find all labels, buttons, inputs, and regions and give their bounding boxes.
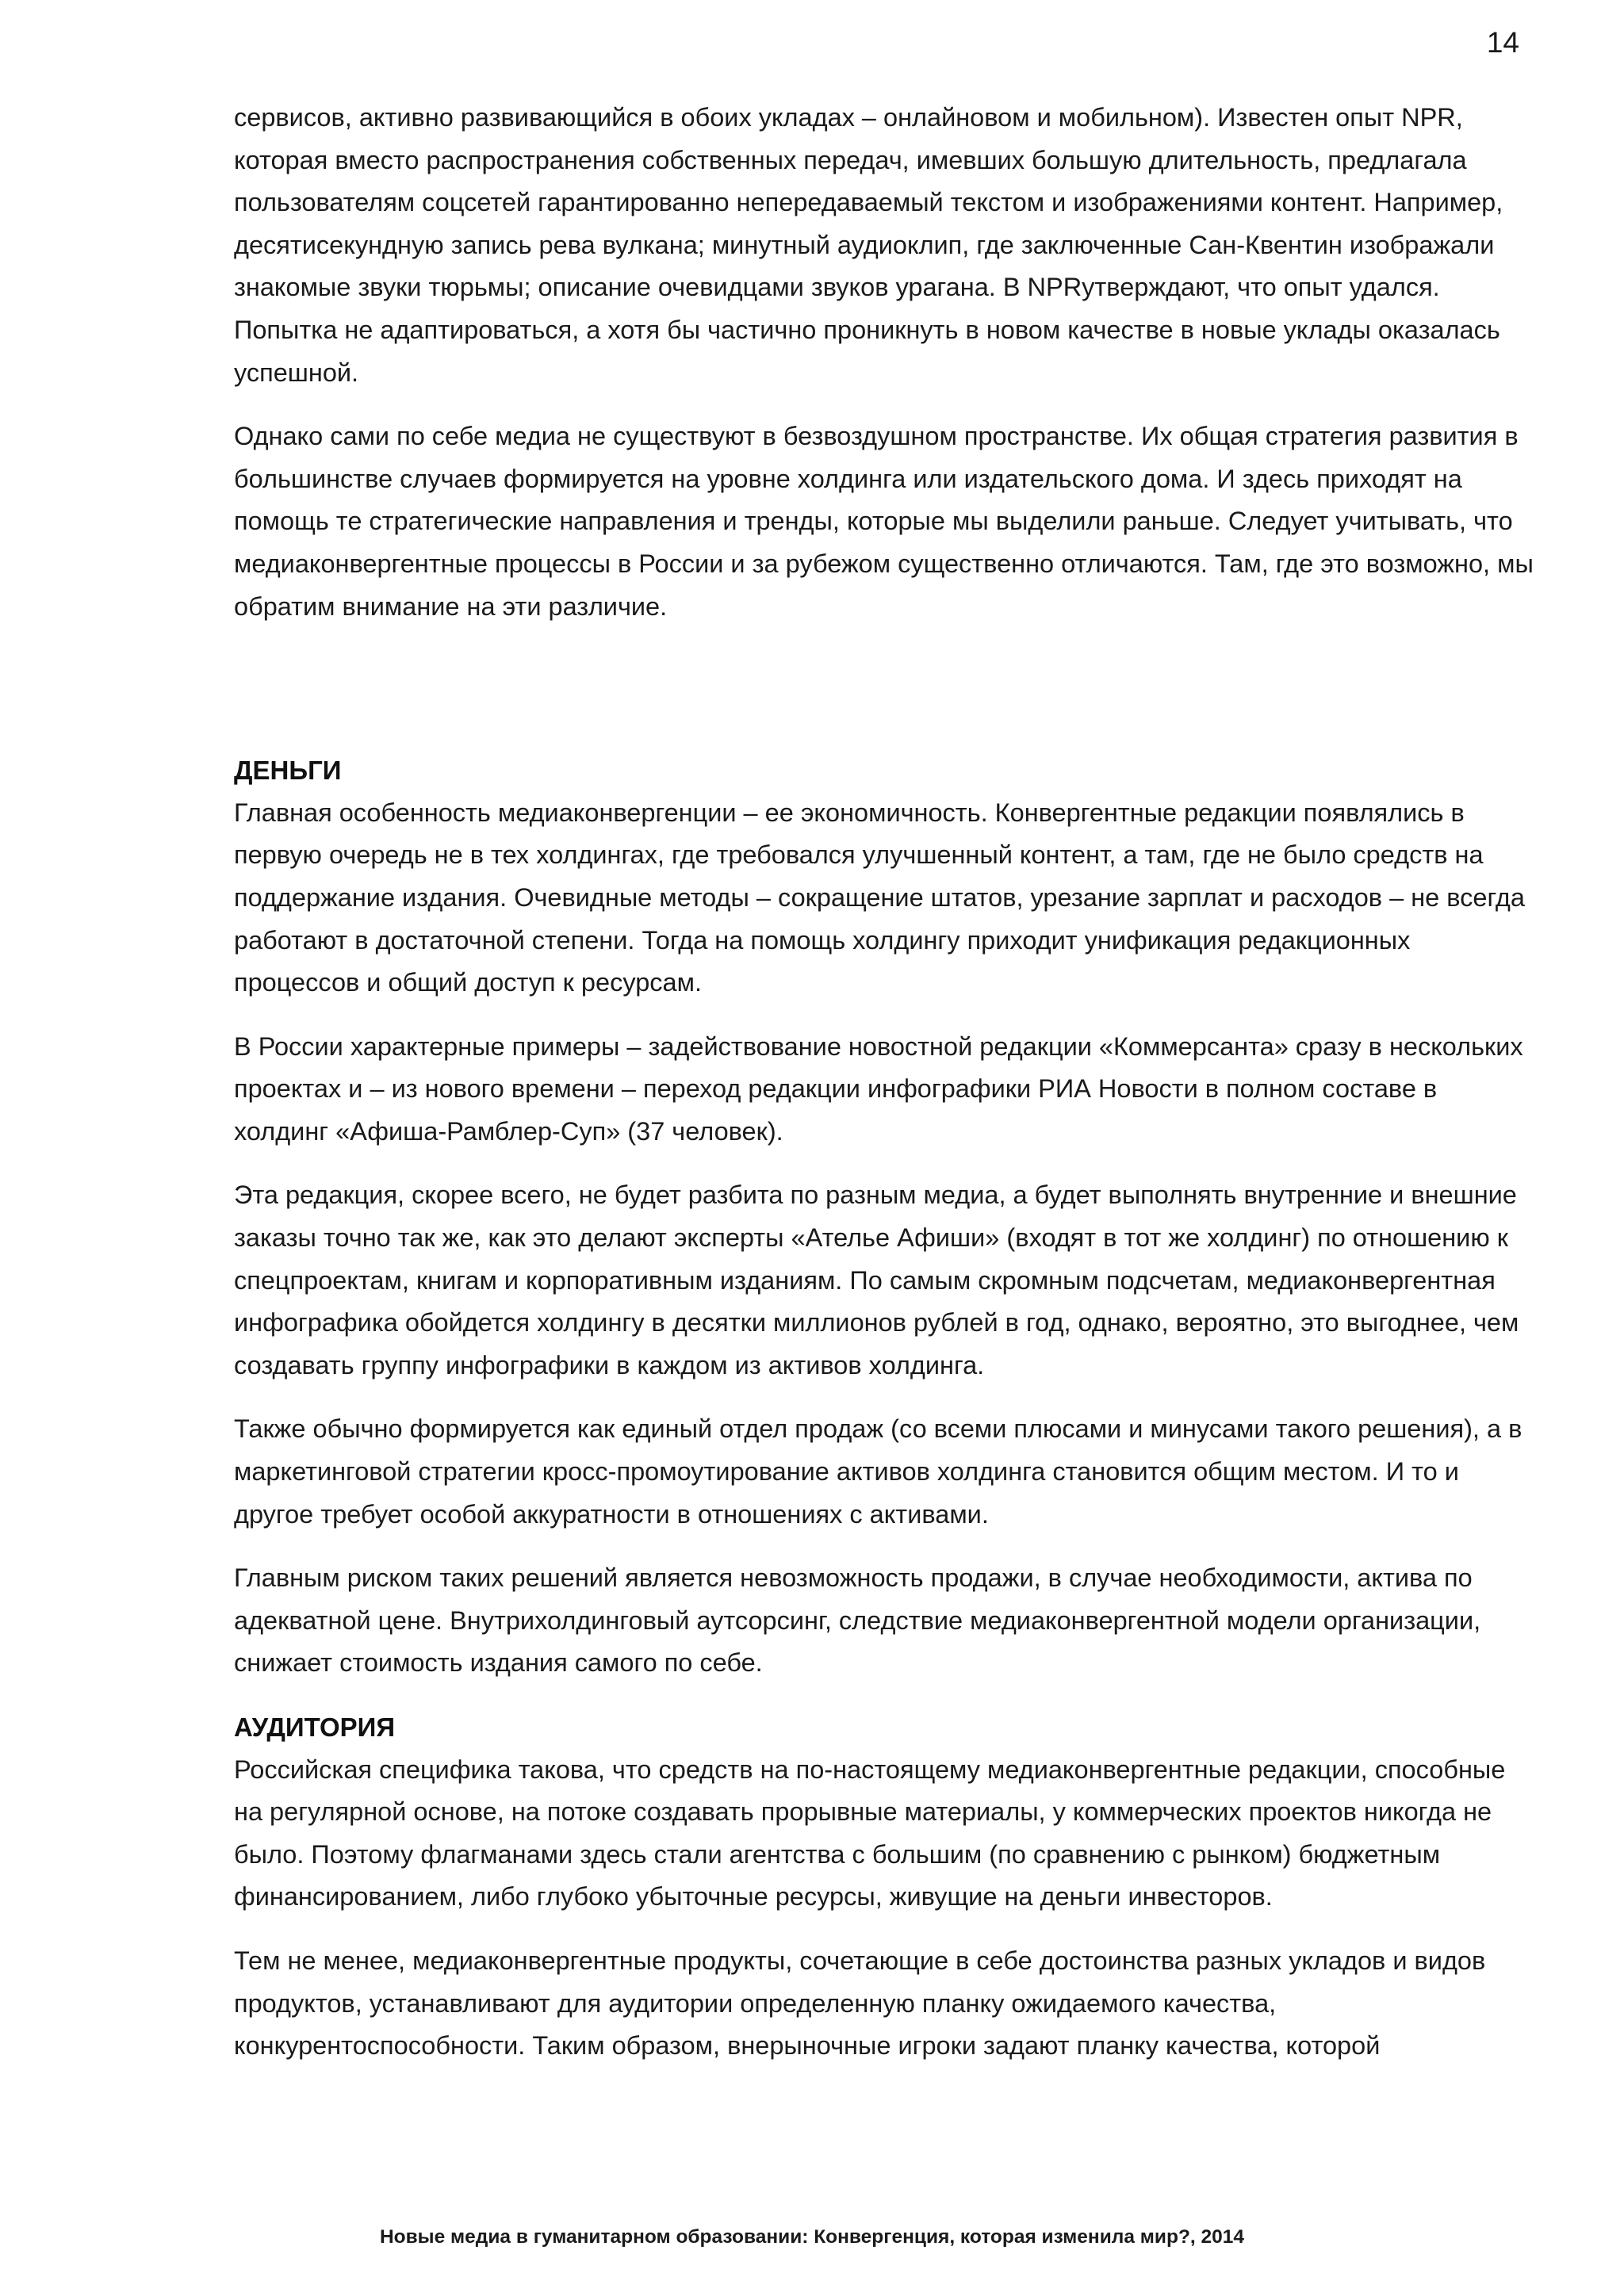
section-spacer	[234, 649, 1534, 749]
body-paragraph: Однако сами по себе медиа не существуют в безвоздушном пространстве. Их общая стратегия развития в большинстве случаев формируется на уровне холдинга или издательского дома. И здесь приходят на помощь те стратегические направления и тренды, которые мы выделили раньше. Следует учитывать, что медиаконвергентные процессы в России и за рубежом существенно отличаются. Там, где это возможно, мы обратим внимание на эти различие.	[234, 422, 1534, 621]
page-number: 14	[1486, 26, 1519, 59]
section-heading-audience: АУДИТОРИЯ	[234, 1712, 396, 1742]
body-paragraph: В России характерные примеры – задействование новостной редакции «Коммерсанта» сразу в нескольких проектах и – из нового времени – переход редакции инфографики РИА Новости в полном составе в холдинг «Афиша-Рамблер-Суп» (37 человек).	[234, 1031, 1523, 1146]
page-body	[234, 97, 1534, 2089]
body-paragraph: Главным риском таких решений является невозможность продажи, в случае необходимости, актива по адекватной цене. Внутрихолдинговый аутсорсинг, следствие медиаконвергентной модели организации, снижает стоимость издания самого по себе.	[234, 1563, 1481, 1678]
body-paragraph: Главная особенность медиаконвергенции – ее экономичность. Конвергентные редакции появлялись в первую очередь не в тех холдингах, где требовался улучшенный контент, а там, где не было средств на поддержание издания. Очевидные методы – сокращение штатов, урезание зарплат и расходов – не всегда работают в достаточной степени. Тогда на помощь холдингу приходит унификация редакционных процессов и общий доступ к ресурсам.	[234, 798, 1525, 997]
section-heading-money: ДЕНЬГИ	[234, 756, 342, 786]
body-paragraph: Тем не менее, медиаконвергентные продукты, сочетающие в себе достоинства разных укладов и видов продуктов, устанавливают для аудитории определенную планку ожидаемого качества, конкурентоспособности. Таким образом, внерыночные игроки задают планку качества, которой	[234, 1946, 1486, 2061]
body-paragraph: сервисов, активно развивающийся в обоих укладах – онлайновом и мобильном). Известен опыт NPR, которая вместо распространения собственных передач, имевших большую длительность, предлагала пользователям соцсетей гарантированно непередаваемый текстом и изображениями контент. Например, десятисекундную запись рева вулкана; минутный аудиоклип, где заключенные Сан-Квентин изображали знакомые звуки тюрьмы; описание очевидцами звуков урагана. В NPRутверждают, что опыт удался. Попытка не адаптироваться, а хотя бы частично проникнуть в новом качестве в новые уклады оказалась успешной.	[234, 103, 1503, 387]
page-footer: Новые медиа в гуманитарном образовании: Конвергенция, которая изменила мир?, 2014	[379, 2226, 1245, 2248]
body-paragraph: Эта редакция, скорее всего, не будет разбита по разным медиа, а будет выполнять внутренние и внешние заказы точно так же, как это делают эксперты «Ателье Афиши» (входят в тот же холдинг) по отношению к спецпроектам, книгам и корпоративным изданиям. По самым скромным подсчетам, медиаконвергентная инфографика обойдется холдингу в десятки миллионов рублей в год, однако, вероятно, это выгоднее, чем создавать группу инфографики в каждом из активов холдинга.	[234, 1181, 1519, 1380]
body-paragraph: Российская специфика такова, что средств на по-настоящему медиаконвергентные редакции, способные на регулярной основе, на потоке создавать прорывные материалы, у коммерческих проектов никогда не было. Поэтому флагманами здесь стали агентства с большим (по сравнению с рынком) бюджетным финансированием, либо глубоко убыточные ресурсы, живущие на деньги инвесторов.	[234, 1755, 1506, 1911]
body-paragraph: Также обычно формируется как единый отдел продаж (со всеми плюсами и минусами такого решения), а в маркетинговой стратегии кросс-промоутирование активов холдинга становится общим местом. И то и другое требует особой аккуратности в отношениях с активами.	[234, 1414, 1522, 1529]
